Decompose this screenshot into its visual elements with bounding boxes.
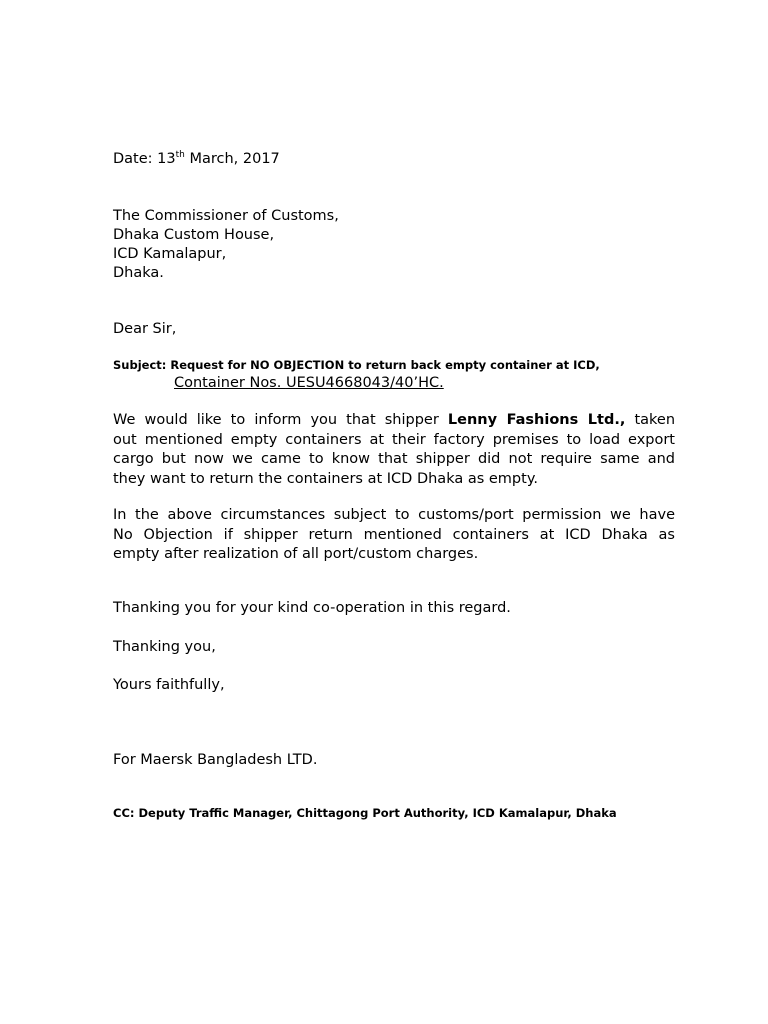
recipient-line-3: ICD Kamalapur, xyxy=(113,246,227,262)
letter-date: Date: 13th March, 2017 xyxy=(113,150,280,167)
paragraph-3: Thanking you for your kind co-operation in this regard. xyxy=(113,600,511,616)
container-numbers xyxy=(174,375,444,391)
paragraph-1-line-3: cargo but now we came to know that shipper did not require same and xyxy=(113,451,675,467)
recipient-line-4: Dhaka. xyxy=(113,265,164,281)
container-prefix: Container Nos. xyxy=(174,375,286,391)
date-ordinal-suffix: th xyxy=(175,150,185,160)
paragraph-2-line-2: No Objection if shipper return mentioned containers at ICD Dhaka as xyxy=(113,526,675,543)
paragraph-2-line-3: empty after realization of all port/custom charges. xyxy=(113,546,479,562)
recipient-line-1: The Commissioner of Customs, xyxy=(113,208,339,224)
paragraph-1 xyxy=(113,411,675,489)
subject-line: Subject: Request for NO OBJECTION to return back empty container at ICD, xyxy=(113,358,600,372)
paragraph-1-line-4: they want to return the containers at ICD Dhaka as empty. xyxy=(113,470,538,487)
shipper-name: Lenny Fashions Ltd., xyxy=(447,412,626,428)
paragraph-2-line-1: In the above circumstances subject to customs/port permission we have xyxy=(113,507,675,523)
cc-line: CC: Deputy Traffic Manager, Chittagong Port Authority, ICD Kamalapur, Dhaka xyxy=(113,806,617,820)
signatory-company: For Maersk Bangladesh LTD. xyxy=(113,752,318,768)
container-number: UESU4668043/40’HC. xyxy=(285,375,444,391)
paragraph-1-line-2: out mentioned empty containers at their factory premises to load export xyxy=(113,431,675,448)
paragraph-2 xyxy=(113,506,675,565)
recipient-line-2: Dhaka Custom House, xyxy=(113,227,275,243)
closing-yours: Yours faithfully, xyxy=(113,677,225,693)
paragraph-1-line-1: We would like to inform you that shipper Lenny Fashions Ltd., taken xyxy=(113,412,676,428)
salutation: Dear Sir, xyxy=(113,321,177,337)
closing-thanks: Thanking you, xyxy=(113,639,216,655)
